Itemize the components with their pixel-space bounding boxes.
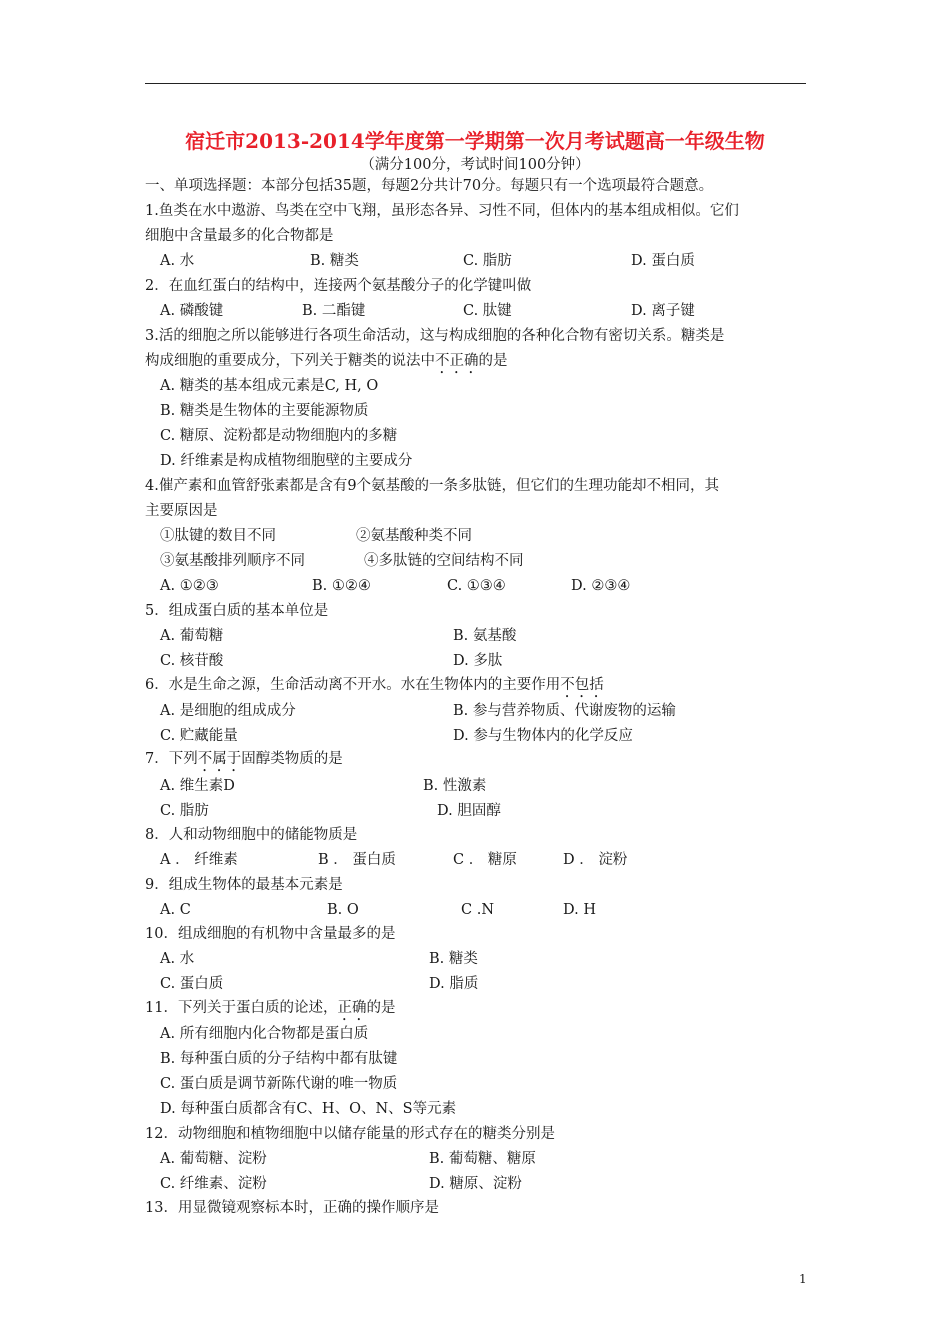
q8-option-d: D ． 淀粉 <box>563 852 628 868</box>
q4-statement-2: ②氨基酸种类不同 <box>356 528 472 544</box>
q7-option-c: C. 脂肪 <box>160 803 209 819</box>
q12-option-b: B. 葡萄糖、糖原 <box>429 1151 536 1167</box>
q9-option-a: A. C <box>160 902 191 918</box>
q9-option-d: D. H <box>563 902 596 918</box>
q1-option-c: C. 脂肪 <box>463 253 512 269</box>
q2-option-c: C. 肽键 <box>463 303 512 319</box>
question-3-line-2 <box>145 352 508 377</box>
q11-option-c: C. 蛋白质是调节新陈代谢的唯一物质 <box>160 1076 398 1092</box>
q4-option-d: D. ②③④ <box>571 578 631 594</box>
q1-option-b: B. 糖类 <box>310 253 359 269</box>
q4-option-b: B. ①②④ <box>312 578 371 594</box>
header-rule <box>145 83 806 84</box>
q6-option-c: C. 贮藏能量 <box>160 728 238 744</box>
exam-subtitle: （满分100分，考试时间100分钟） <box>360 157 590 173</box>
question-9-line-1: 9．组成生物体的最基本元素是 <box>145 877 343 893</box>
q7-option-a: A. 维生素D <box>160 778 235 794</box>
q7-text-pre: 7．下列 <box>145 751 198 767</box>
q6-option-d: D. 参与生物体内的化学反应 <box>453 728 633 744</box>
q10-option-c: C. 蛋白质 <box>160 976 224 992</box>
q10-option-d: D. 脂质 <box>429 976 479 992</box>
q4-statement-4: ④多肽链的空间结构不同 <box>364 553 524 569</box>
q12-option-a: A. 葡萄糖、淀粉 <box>160 1151 267 1167</box>
question-13-line-1: 13．用显微镜观察标本时，正确的操作顺序是 <box>145 1200 439 1216</box>
q6-emphasis: 不包括 <box>560 677 604 693</box>
q10-option-a: A. 水 <box>160 951 195 967</box>
q8-option-a: A ． 纤维素 <box>160 852 238 868</box>
q12-option-c: C. 纤维素、淀粉 <box>160 1176 267 1192</box>
q4-statement-3: ③氨基酸排列顺序不同 <box>160 553 305 569</box>
q7-option-d: D. 胆固醇 <box>437 803 501 819</box>
q11-option-a: A. 所有细胞内化合物都是蛋白质 <box>160 1026 369 1042</box>
question-4-line-2: 主要原因是 <box>145 503 218 519</box>
section-heading: 一、单项选择题：本部分包括35题，每题2分共计70分。每题只有一个选项最符合题意。 <box>145 178 714 194</box>
question-11-line-1 <box>145 999 395 1024</box>
q8-option-b: B ． 蛋白质 <box>318 852 396 868</box>
question-5-line-1: 5．组成蛋白质的基本单位是 <box>145 603 329 619</box>
q4-statement-1: ①肽键的数目不同 <box>160 528 276 544</box>
q1-option-a: A. 水 <box>160 253 195 269</box>
q2-option-b: B. 二酯键 <box>302 303 366 319</box>
q11-emphasis: 正确 <box>337 1000 367 1016</box>
question-6-line-1 <box>145 676 604 701</box>
q2-option-d: D. 离子键 <box>631 303 695 319</box>
question-10-line-1: 10．组成细胞的有机物中含量最多的是 <box>145 926 396 942</box>
q6-text-pre: 6．水是生命之源，生命活动离不开水。水在生物体内的主要作用 <box>145 677 561 693</box>
question-3-line-1: 3.活的细胞之所以能够进行各项生命活动，这与构成细胞的各种化合物有密切关系。糖类是 <box>145 328 725 344</box>
q1-option-d: D. 蛋白质 <box>631 253 695 269</box>
question-12-line-1: 12．动物细胞和植物细胞中以储存能量的形式存在的糖类分别是 <box>145 1126 555 1142</box>
question-1-line-2: 细胞中含量最多的化合物都是 <box>145 228 334 244</box>
q5-option-b: B. 氨基酸 <box>453 628 517 644</box>
q3-emphasis: 不正确 <box>435 353 479 369</box>
question-7-line-1 <box>145 750 343 775</box>
q3-option-d: D. 纤维素是构成植物细胞壁的主要成分 <box>160 453 413 469</box>
q6-option-a: A. 是细胞的组成成分 <box>160 703 296 719</box>
q12-option-d: D. 糖原、淀粉 <box>429 1176 522 1192</box>
q11-option-d: D. 每种蛋白质都含有C、H、O、N、S等元素 <box>160 1101 457 1117</box>
page-number: 1 <box>799 1272 807 1286</box>
q7-option-b: B. 性激素 <box>423 778 487 794</box>
q11-option-b: B. 每种蛋白质的分子结构中都有肽键 <box>160 1051 398 1067</box>
q3-text-post: 的是 <box>478 353 508 369</box>
q4-option-a: A. ①②③ <box>160 578 219 594</box>
question-2-line-1: 2．在血红蛋白的结构中，连接两个氨基酸分子的化学键叫做 <box>145 278 532 294</box>
q7-text-post: 固醇类物质的是 <box>241 751 343 767</box>
q3-option-a: A. 糖类的基本组成元素是C, H, O <box>160 378 379 394</box>
q3-option-c: C. 糖原、淀粉都是动物细胞内的多糖 <box>160 428 398 444</box>
q11-text-pre: 11．下列关于蛋白质的论述， <box>145 1000 338 1016</box>
q2-option-a: A. 磷酸键 <box>160 303 224 319</box>
q3-option-b: B. 糖类是生物体的主要能源物质 <box>160 403 369 419</box>
exam-title: 宿迁市2013-2014学年度第一学期第一次月考试题高一年级生物 <box>185 129 765 153</box>
question-1-line-1: 1.鱼类在水中遨游、鸟类在空中飞翔，虽形态各异、习性不同，但体内的基本组成相似。它们 <box>145 203 739 219</box>
q5-option-a: A. 葡萄糖 <box>160 628 224 644</box>
q7-emphasis: 不属于 <box>197 751 242 767</box>
q10-option-b: B. 糖类 <box>429 951 478 967</box>
q9-option-b: B. O <box>327 902 359 918</box>
q5-option-d: D. 多肽 <box>453 653 503 669</box>
q3-text-pre: 构成细胞的重要成分，下列关于糖类的说法中 <box>145 353 435 369</box>
question-8-line-1: 8．人和动物细胞中的储能物质是 <box>145 827 358 843</box>
q6-option-b: B. 参与营养物质、代谢废物的运输 <box>453 703 676 719</box>
q5-option-c: C. 核苷酸 <box>160 653 224 669</box>
q4-option-c: C. ①③④ <box>447 578 506 594</box>
q9-option-c: C .N <box>461 902 495 918</box>
question-4-line-1: 4.催产素和血管舒张素都是含有9个氨基酸的一条多肽链，但它们的生理功能却不相同，其 <box>145 478 720 494</box>
q8-option-c: C ． 糖原 <box>453 852 517 868</box>
q11-text-post: 的是 <box>366 1000 396 1016</box>
